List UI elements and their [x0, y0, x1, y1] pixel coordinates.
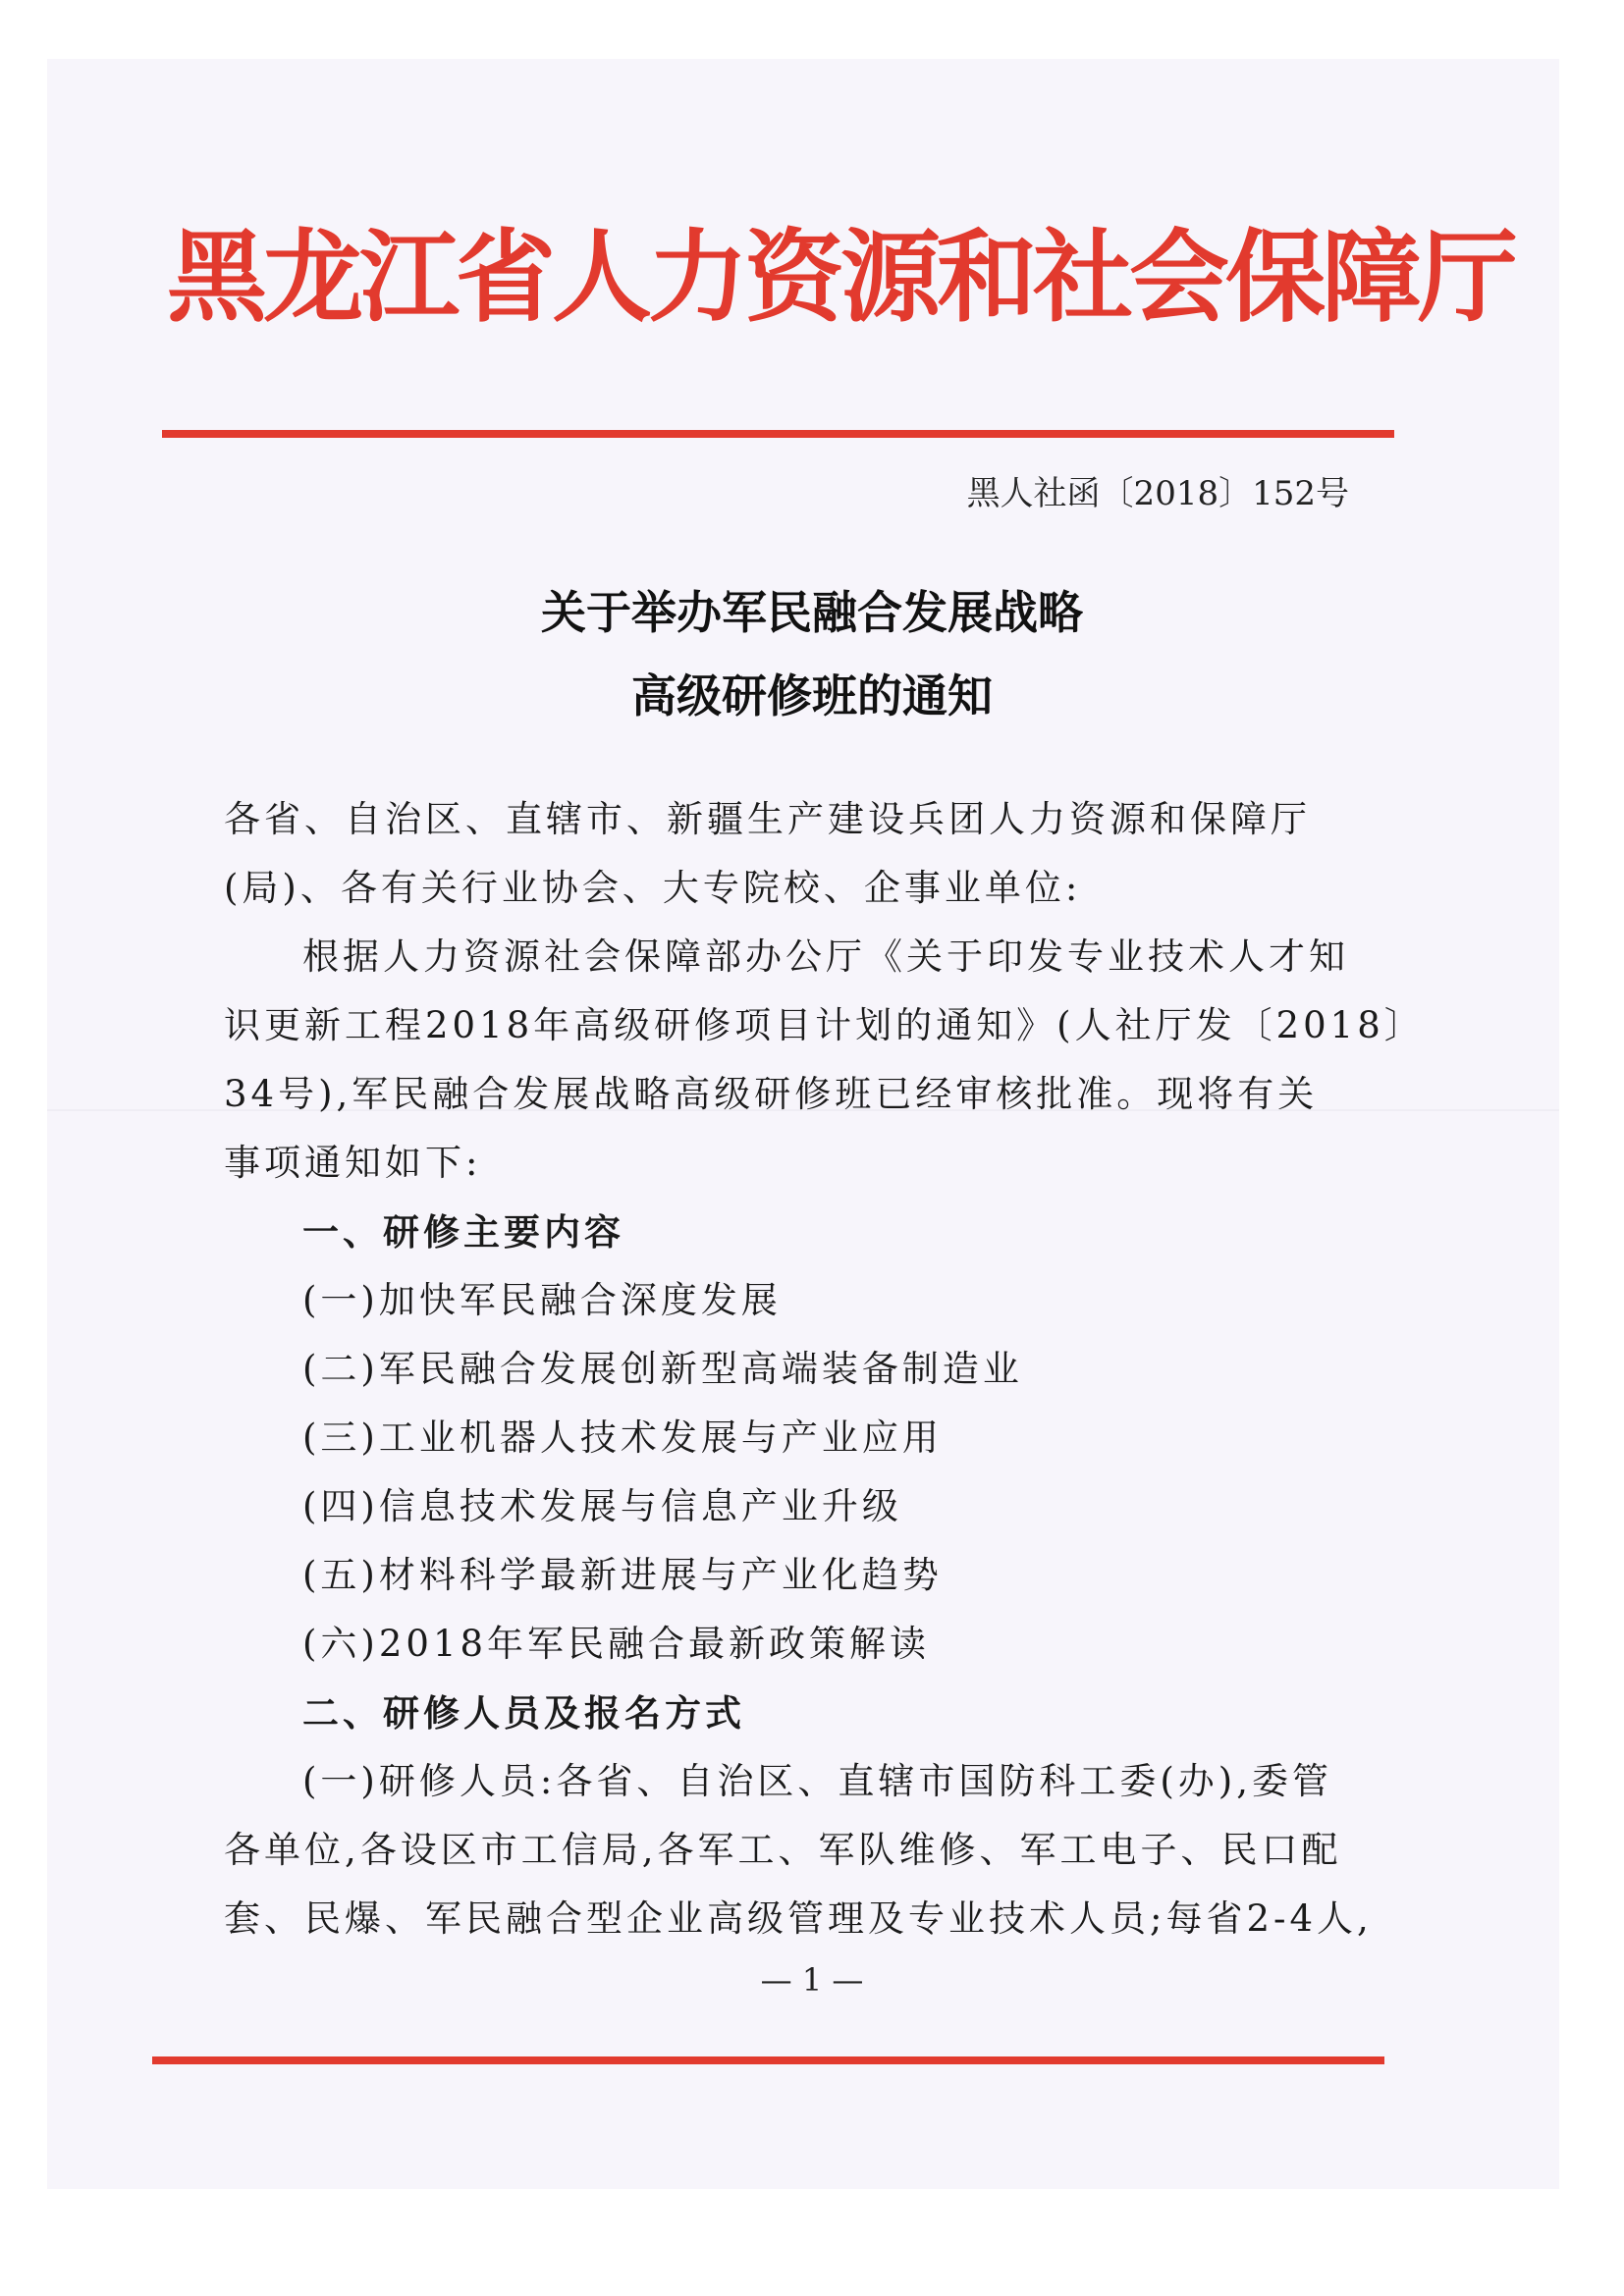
document-title-line-1: 关于举办军民融合发展战略 — [541, 586, 1083, 639]
section-heading-2: 二、研修人员及报名方式 — [302, 1691, 745, 1735]
page-number: — 1 — — [760, 1961, 864, 1999]
body-paragraph-line-2: 识更新工程2018年高级研修项目计划的通知》(人社厅发〔2018〕 — [224, 1004, 1425, 1046]
body-paragraph-line-1: 根据人力资源社会保障部办公厅《关于印发专业技术人才知 — [302, 935, 1349, 978]
footer-red-rule — [152, 2056, 1384, 2064]
issuing-authority-header: 黑龙江省人力资源和社会保障厅 — [167, 219, 1514, 337]
list-item: (二)军民融合发展创新型高端装备制造业 — [302, 1348, 1023, 1390]
list-item: (六)2018年军民融合最新政策解读 — [302, 1623, 931, 1665]
section-heading-1: 一、研修主要内容 — [302, 1210, 624, 1254]
body-paragraph-line-4: 事项通知如下: — [224, 1142, 482, 1184]
list-item: (五)材料科学最新进展与产业化趋势 — [302, 1554, 943, 1596]
document-title-line-2: 高级研修班的通知 — [631, 669, 993, 722]
body-paragraph-line-7: 套、民爆、军民融合型企业高级管理及专业技术人员;每省2-4人, — [224, 1897, 1373, 1940]
list-item: (四)信息技术发展与信息产业升级 — [302, 1485, 902, 1527]
recipients-line-2: (局)、各有关行业协会、大专院校、企事业单位: — [224, 867, 1082, 909]
document-number: 黑人社函〔2018〕152号 — [966, 474, 1349, 513]
body-paragraph-line-6: 各单位,各设区市工信局,各军工、军队维修、军工电子、民口配 — [224, 1829, 1342, 1871]
list-item: (三)工业机器人技术发展与产业应用 — [302, 1416, 943, 1459]
recipients-line-1: 各省、自治区、直辖市、新疆生产建设兵团人力资源和保障厅 — [224, 798, 1311, 840]
body-paragraph-line-3: 34号),军民融合发展战略高级研修班已经审核批准。现将有关 — [224, 1073, 1319, 1115]
list-item: (一)加快军民融合深度发展 — [302, 1279, 782, 1321]
header-red-rule — [162, 430, 1394, 438]
body-paragraph-line-5: (一)研修人员:各省、自治区、直辖市国防科工委(办),委管 — [302, 1760, 1332, 1802]
